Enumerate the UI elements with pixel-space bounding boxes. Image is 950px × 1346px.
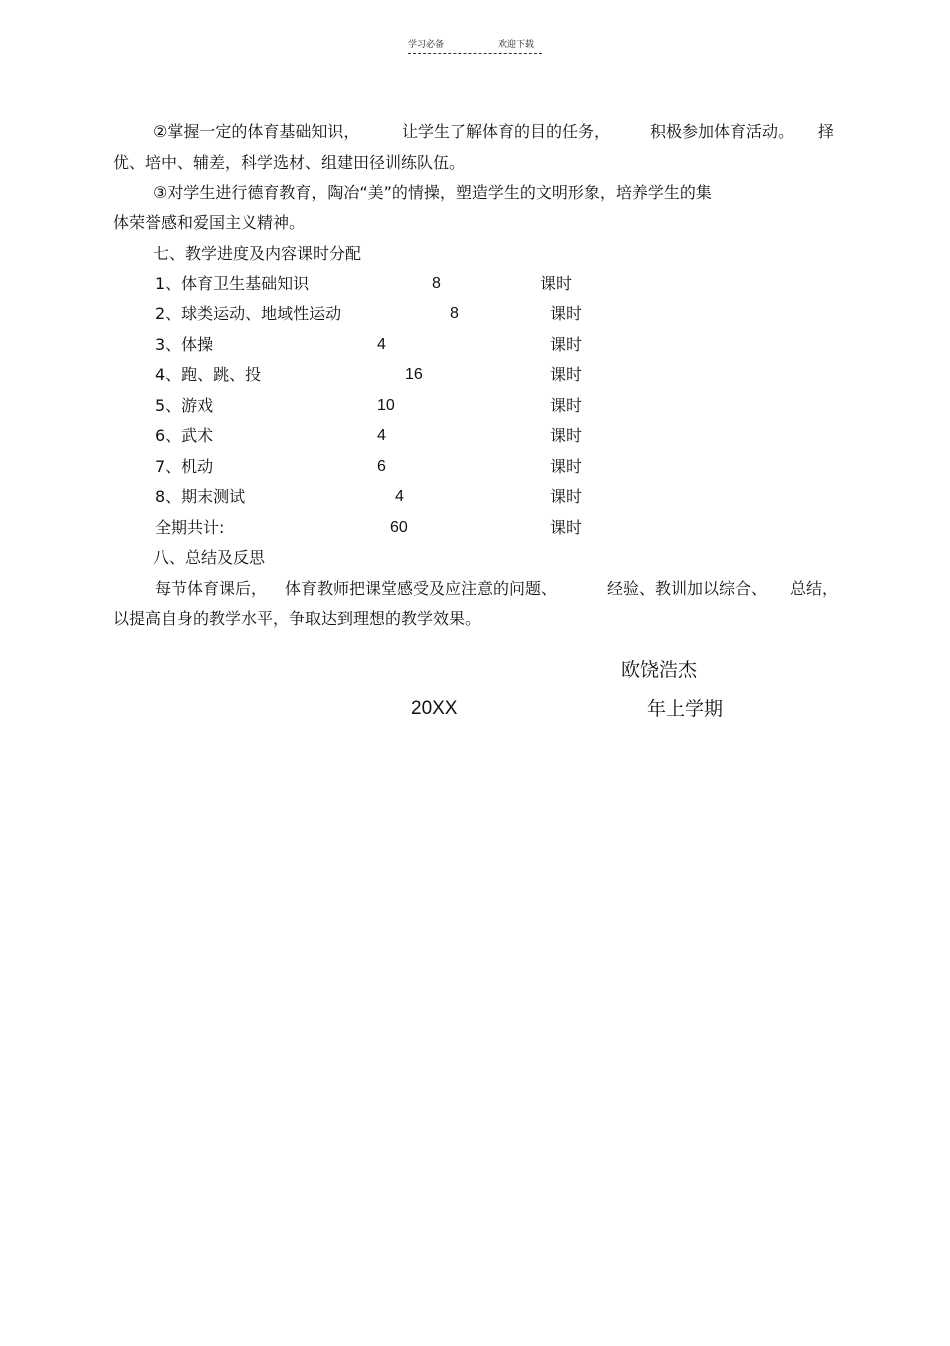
schedule-item-unit: 课时 — [550, 457, 583, 476]
schedule-item-name: 4、跑、跳、投 — [155, 365, 262, 384]
schedule-item-hours: 6 — [377, 458, 386, 475]
header-dashed-rule — [408, 53, 542, 54]
schedule-row — [0, 334, 950, 356]
header-right-text: 欢迎下载 — [498, 40, 535, 50]
section-8-segment-b: 体育教师把课堂感受及应注意的问题、 — [285, 579, 558, 598]
schedule-item-unit: 课时 — [550, 335, 583, 354]
schedule-item-unit: 课时 — [540, 274, 573, 293]
paragraph-2-line-2: 优、培中、辅差，科学选材、组建田径训练队伍。 — [113, 153, 466, 172]
schedule-row — [0, 456, 950, 478]
header-left-text: 学习必备 — [408, 40, 445, 50]
schedule-item-name: 6、武术 — [155, 426, 214, 445]
schedule-row — [0, 486, 950, 508]
schedule-item-hours: 4 — [377, 427, 386, 444]
schedule-row — [0, 273, 950, 295]
schedule-row — [0, 364, 950, 386]
schedule-item-name: 7、机动 — [155, 457, 214, 476]
signature-author: 欧饶浩杰 — [621, 659, 698, 681]
schedule-total-label: 全期共计: — [155, 518, 225, 537]
schedule-row — [0, 303, 950, 325]
paragraph-2-segment-b: 让学生了解体育的目的任务， — [402, 122, 611, 141]
schedule-item-hours: 8 — [432, 275, 441, 292]
paragraph-3-line-1: ③对学生进行德育教育，陶冶“美”的情操，塑造学生的文明形象，培养学生的集 — [153, 183, 712, 202]
schedule-total-unit: 课时 — [550, 518, 583, 537]
schedule-total-hours: 60 — [390, 519, 408, 536]
schedule-total-row — [0, 517, 950, 539]
schedule-item-unit: 课时 — [550, 396, 583, 415]
schedule-item-name: 8、期末测试 — [155, 487, 246, 506]
schedule-item-name: 5、游戏 — [155, 396, 214, 415]
signature-term: 年上学期 — [647, 698, 724, 720]
schedule-item-unit: 课时 — [550, 304, 583, 323]
section-8-segment-c: 经验、教训加以综合、 — [607, 579, 768, 598]
page-header — [408, 38, 542, 56]
section-8-segment-a: 每节体育课后， — [155, 579, 268, 598]
paragraph-3-line-2: 体荣誉感和爱国主义精神。 — [113, 213, 306, 232]
schedule-item-hours: 4 — [395, 488, 404, 505]
section-8-line-2: 以提高自身的教学水平，争取达到理想的教学效果。 — [113, 609, 482, 628]
section-8-line-1 — [0, 578, 950, 600]
section-8-heading: 八、总结及反思 — [153, 548, 266, 567]
schedule-item-unit: 课时 — [550, 426, 583, 445]
schedule-row — [0, 395, 950, 417]
schedule-item-hours: 10 — [377, 397, 395, 414]
schedule-item-hours: 8 — [450, 305, 459, 322]
section-8-segment-d: 总结， — [790, 579, 839, 598]
paragraph-2-segment-d: 择 — [818, 122, 835, 141]
paragraph-2-segment-a: ②掌握一定的体育基础知识， — [153, 122, 360, 141]
schedule-item-unit: 课时 — [550, 365, 583, 384]
schedule-item-name: 1、体育卫生基础知识 — [155, 274, 310, 293]
schedule-item-hours: 4 — [377, 336, 386, 353]
signature-year: 20XX — [411, 698, 458, 719]
paragraph-2-line-1 — [0, 121, 950, 143]
schedule-row — [0, 425, 950, 447]
schedule-item-name: 3、体操 — [155, 335, 214, 354]
section-7-heading: 七、教学进度及内容课时分配 — [153, 244, 362, 263]
schedule-item-hours: 16 — [405, 366, 423, 383]
schedule-item-unit: 课时 — [550, 487, 583, 506]
paragraph-2-segment-c: 积极参加体育活动。 — [650, 122, 795, 141]
schedule-item-name: 2、球类运动、地域性运动 — [155, 304, 342, 323]
